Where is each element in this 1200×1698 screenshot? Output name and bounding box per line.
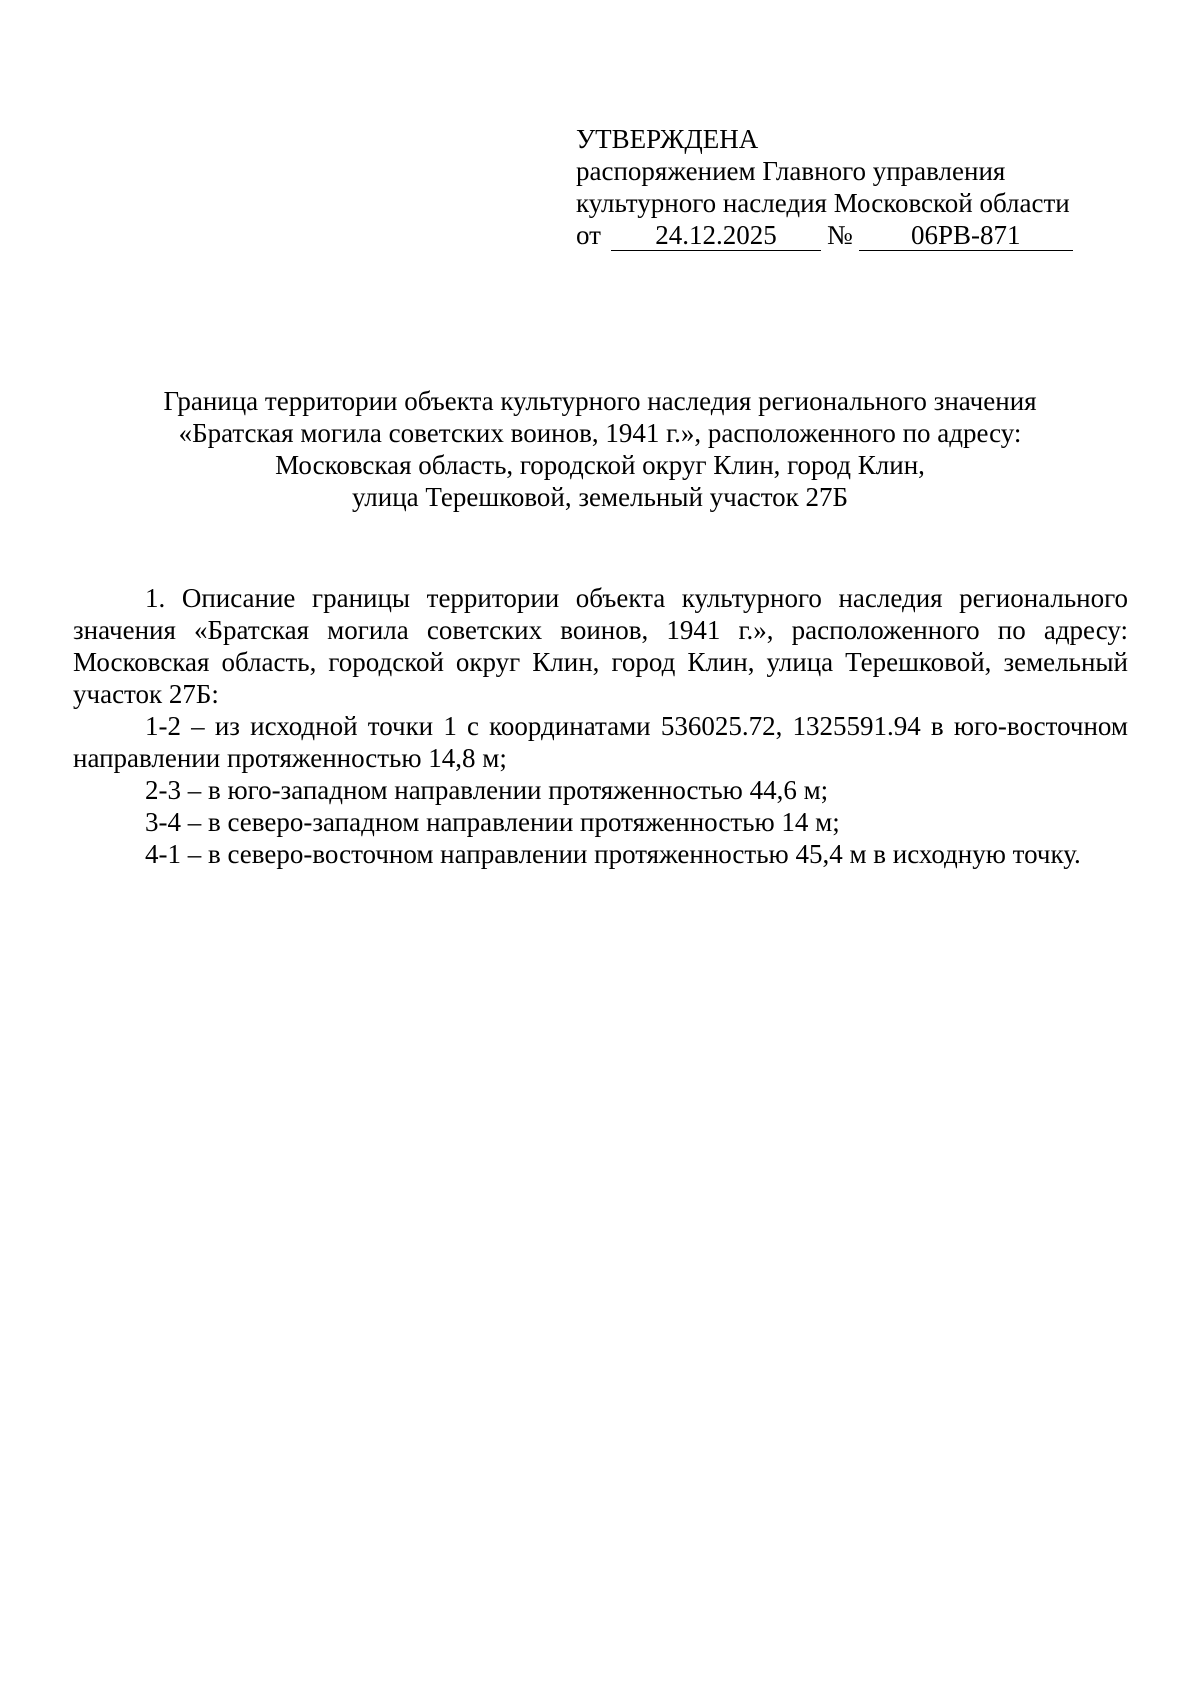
document-body — [73, 582, 1128, 870]
approval-number: 06РВ-871 — [859, 220, 1073, 251]
approval-line-2: культурного наследия Московской области — [576, 188, 1070, 218]
approval-heading: УТВЕРЖДЕНА — [576, 124, 759, 154]
title-line: Граница территории объекта культурного наследия регионального значения — [163, 386, 1037, 416]
document-title — [100, 385, 1100, 513]
title-line: «Братская могила советских воинов, 1941 г.», расположенного по адресу: — [178, 418, 1022, 448]
title-line: Московская область, городской округ Клин, город Клин, — [275, 450, 925, 480]
approval-block — [576, 123, 1136, 251]
approval-reference — [576, 219, 1136, 251]
body-paragraph-description: 1. Описание границы территории объекта культурного наследия регионального значения «Братская могила советских воинов, 1941 г.», расположенного по адресу: Московская область, городской округ Клин, город Клин, улица Терешковой, земельный участок 27Б: — [73, 583, 1128, 709]
from-label: от — [576, 220, 601, 250]
body-paragraph-segment-3-4: 3-4 – в северо-западном направлении протяженностью 14 м; — [145, 807, 840, 837]
body-paragraph-segment-1-2: 1-2 – из исходной точки 1 с координатами 536025.72, 1325591.94 в юго-восточном направлении протяженностью 14,8 м; — [73, 711, 1128, 773]
body-paragraph-segment-2-3: 2-3 – в юго-западном направлении протяженностью 44,6 м; — [145, 775, 829, 805]
title-line: улица Терешковой, земельный участок 27Б — [351, 482, 849, 512]
approval-line-1: распоряжением Главного управления — [576, 156, 1006, 186]
approval-date: 24.12.2025 — [611, 220, 821, 251]
number-label: № — [826, 220, 853, 250]
body-paragraph-segment-4-1: 4-1 – в северо-восточном направлении протяженностью 45,4 м в исходную точку. — [145, 839, 1081, 869]
